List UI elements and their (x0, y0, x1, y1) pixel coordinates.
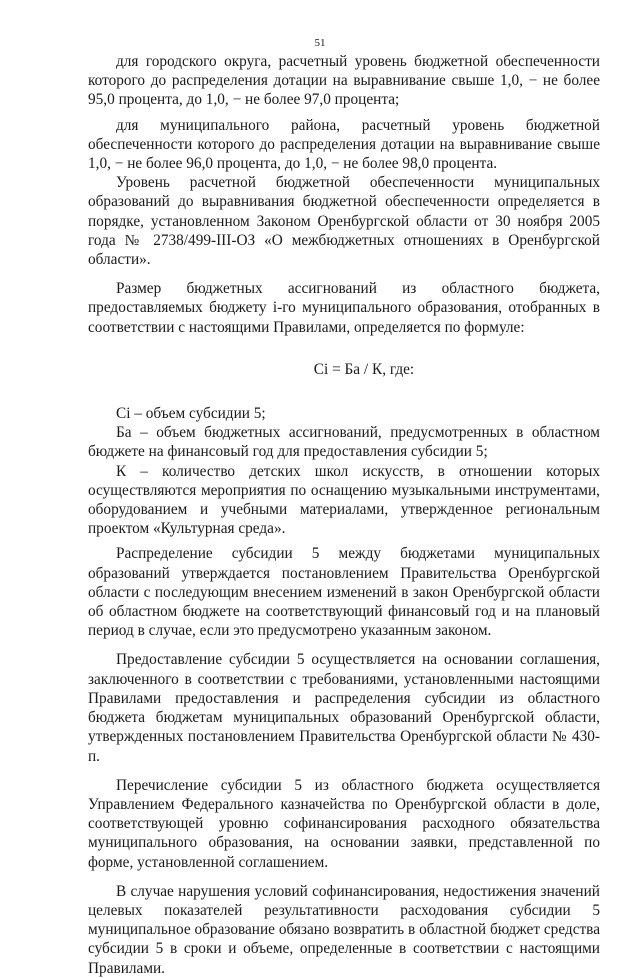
paragraph-provision: Предоставление субсидии 5 осуществляется на основании соглашения, заключенного в соответствии с требованиями, установленными настоящими Правилами предоставления и распределения субсидии из областного бюджета бюджетам муниципальных образований Оренбургской области, утвержденных постановлением Правительства Оренбургской области № 430-п. (88, 651, 600, 765)
paragraph-transfer: Перечисление субсидии 5 из областного бюджета осуществляется Управлением Федерального казначейства по Оренбургской области в доле, соответствующей уровню софинансирования расходного обязательства муниципального образования, на основании заявки, представленной по форме, установленной соглашением. (88, 776, 600, 871)
paragraph-violation: В случае нарушения условий софинансирования, недостижения значений целевых показателей результативности расходования субсидии 5 муниципальное образование обязано возвратить в областной бюджет средства субсидии 5 в сроки и объеме, определенные в соответствии с настоящими Правилами. (88, 882, 600, 977)
definition-ci: Ci – объем субсидии 5; (116, 405, 266, 423)
document-body (88, 52, 600, 978)
definition-k: К – количество детских школ искусств, в отношении которых осуществляются мероприятия по оснащению музыкальными инструментами, оборудованием и учебными материалами, утвержденное региональным проектом «Культурная среда». (88, 462, 600, 538)
paragraph-allocation-size: Размер бюджетных ассигнований из областного бюджета, предоставляемых бюджету i-го муниципального образования, отобранных в соответствии с настоящими Правилами, определяется по формуле: (88, 280, 600, 336)
formula: Ci = Ба / К, где: (313, 360, 415, 378)
paragraph-city-district: для городского округа, расчетный уровень бюджетной обеспеченности которого до распределения дотации на выравнивание свыше 1,0, − не более 95,0 процента, до 1,0, − не более 97,0 процента; (88, 53, 600, 109)
paragraph-budget-level: Уровень расчетной бюджетной обеспеченности муниципальных образований до выравнивания бюджетной обеспеченности определяется в порядке, установленном Законом Оренбургской области от 30 ноября 2005 года № 2738/499-III-ОЗ «О межбюджетных отношениях в Оренбургской области». (88, 174, 600, 269)
paragraph-municipal-district: для муниципального района, расчетный уровень бюджетной обеспеченности которого до распределения дотации на выравнивание свыше 1,0, − не более 96,0 процента, до 1,0, − не более 98,0 процента. (88, 116, 600, 173)
page-number: 51 (314, 37, 326, 49)
definition-ba: Ба – объем бюджетных ассигнований, предусмотренных в областном бюджете на финансовый год для предоставления субсидии 5; (88, 424, 600, 461)
paragraph-distribution: Распределение субсидии 5 между бюджетами муниципальных образований утверждается постановлением Правительства Оренбургской области с последующим внесением изменений в закон Оренбургской области об областном бюджете на соответствующий финансовый год и на плановый период в случае, если это предусмотрено указанным законом. (88, 545, 600, 640)
